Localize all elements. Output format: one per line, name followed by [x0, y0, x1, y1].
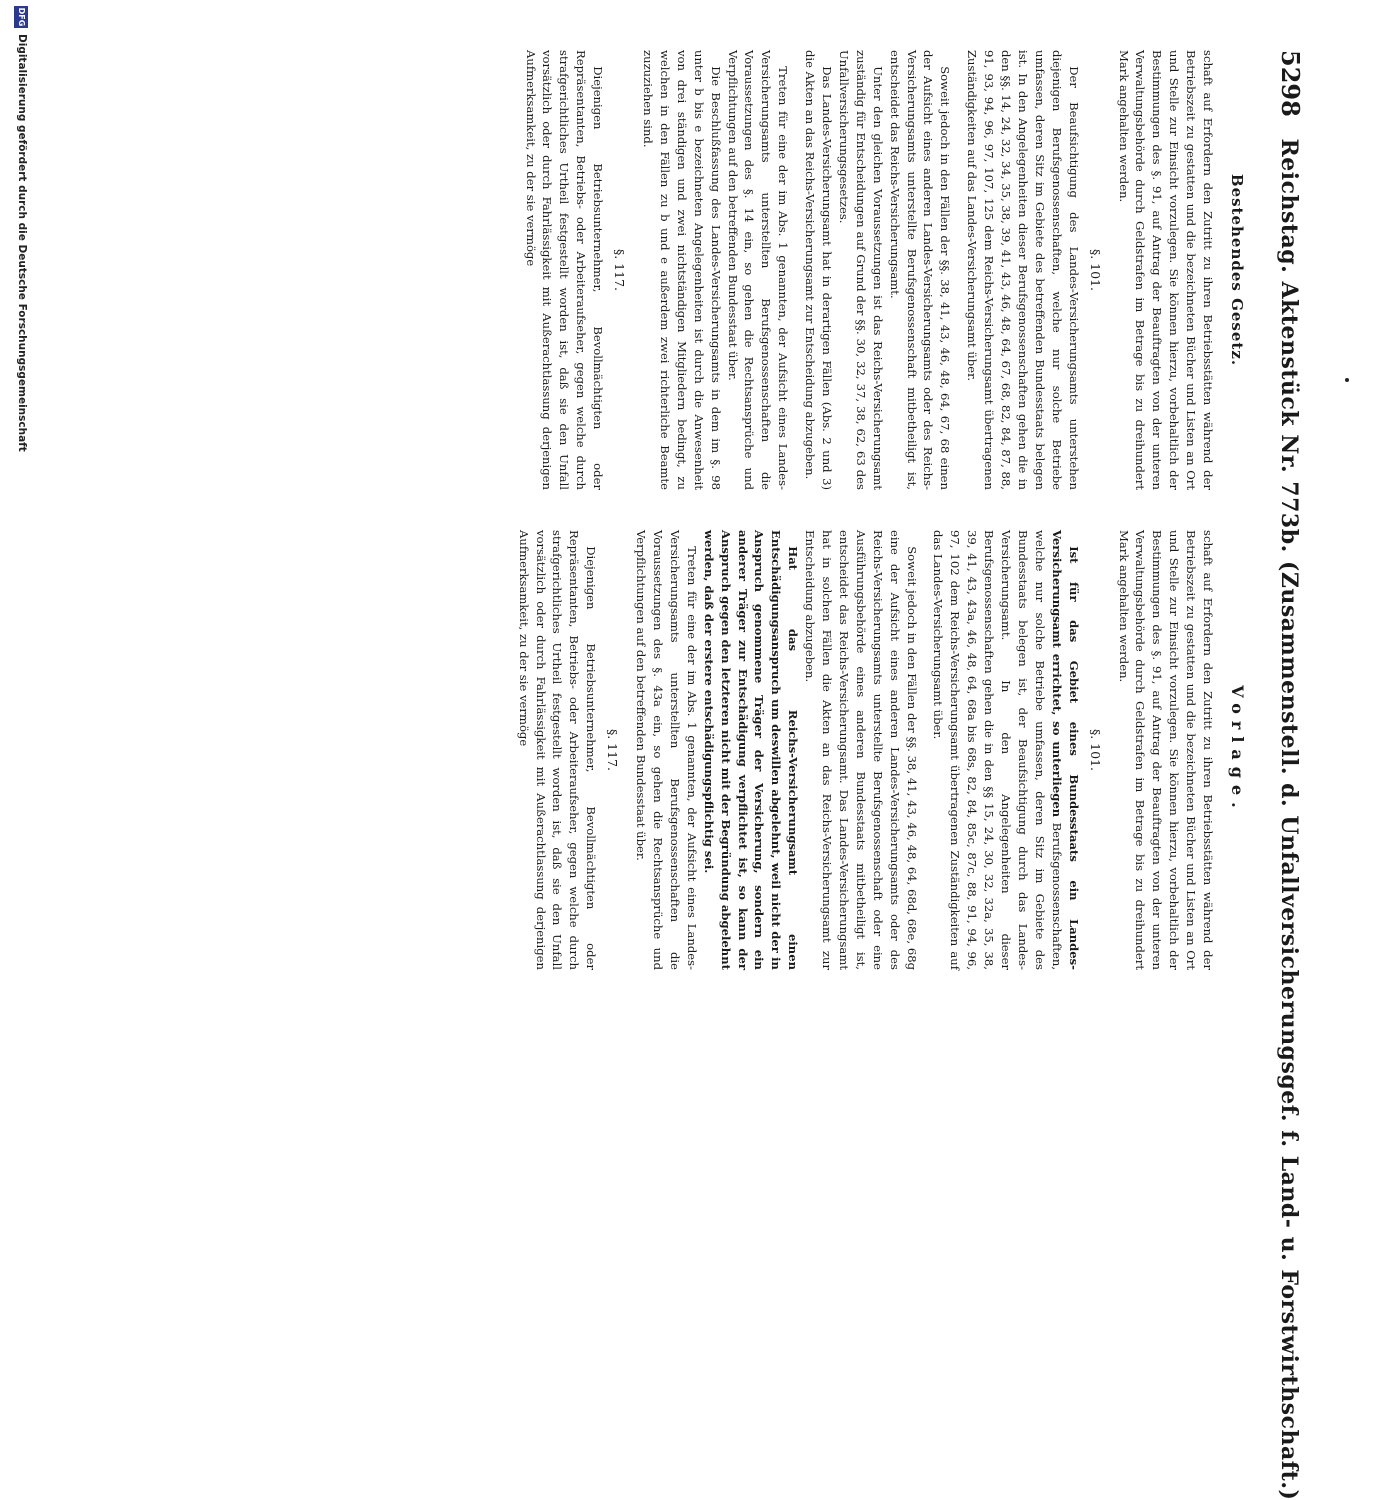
right-s101-paragraph-4: Treten für eine der im Abs. 1 genannten, der Aufsicht eines Landes-Versicherungsamts unterstellten Berufsgenossenschaften die Voraussetzungen des §. 43a ein, so gehen die Rechtsansprüche und Verpflichtungen auf den betreffenden Bundesstaat über.: [634, 530, 699, 970]
ink-dot: [1345, 378, 1349, 382]
right-s101-paragraph-3: Hat das Reichs-Versicherungsamt einen Entschädigungsanspruch um deswillen abgelehnt, weil nicht der in Anspruch genommene Träger der Versicherung, sondern ein anderer Träger zur Entschädigung verpflichtet ist, so kann der Anspruch gegen den letzteren nicht mit der Begründung abgelehnt werden, daß der erstere entschädigungspflichtig sei.: [701, 530, 801, 970]
left-s101-paragraph-5: Treten für eine der im Abs. 1 genannten, der Aufsicht eines Landes-Versicherungsamts unterstellten Berufsgenossenschaften die Voraussetzungen des §. 14 ein, so gehen die Rechtsansprüche und Verpflichtungen auf den betreffenden Bundesstaat über.: [725, 50, 791, 490]
left-s101-paragraph-2: Soweit jedoch in den Fällen der §§. 38, 41, 43, 46, 48, 64, 67, 68 einen der Aufsicht eines anderen Landes-Versicherungsamts oder des Reichs-Versicherungsamts unterstellte Berufsgenossenschaft mitbetheiligt ist, entscheidet das Reichs-Versicherungsamt.: [887, 50, 953, 490]
left-intro-paragraph: schaft auf Erfordern den Zutritt zu ihren Betriebsstätten während der Betriebszeit zu gestatten und die bezeichneten Bücher und Listen an Ort und Stelle zur Einsicht vorzulegen. Sie können hierzu, vorbehaltlich der Bestimmungen des §. 91, auf Antrag der Beauftragten von der unteren Verwaltungsbehörde durch Geldstrafen im Betrage bis zu dreihundert Mark angehalten werden.: [1116, 50, 1216, 490]
left-section-101-heading: §. 101.: [1087, 248, 1103, 292]
right-column-proposal: [515, 530, 1245, 970]
left-section-117-heading: §. 117.: [612, 248, 628, 292]
page-title: Reichstag. Aktenstück Nr. 773b. (Zusammenstell. d. Unfallversicherungsgef. f. Land- u. Forstwirthschaft.): [1276, 138, 1302, 1500]
right-s117-paragraph-1: Diejenigen Betriebsunternehmer, Bevollmächtigten oder Repräsentanten, Betriebs- oder Arbeiteraufseher, gegen welche durch strafgerichtliches Urtheil festgestellt worden ist, daß sie den Unfall vorsätzlich oder durch Fahrlässigkeit mit Außerachtlassung derjenigen Aufmerksamkeit, zu der sie vermöge: [516, 530, 599, 970]
page-header: [1269, 50, 1305, 1500]
right-s101-paragraph-2: Soweit jedoch in den Fällen der §§. 38, 41, 43, 46, 48, 64, 68d, 68e, 68g eine der Aufsicht eines anderen Landes-Versicherungsamts oder des Reichs-Versicherungsamts unterstellte Berufsgenossenschaft oder eine Ausführungsbehörde eines anderen Bundesstaats mitbetheiligt ist, entscheidet das Reichs-Versicherungsamt. Das Landes-Versicherungsamt hat in solchen Fällen die Akten an das Reichs-Versicherungsamt zur Entscheidung abzugeben.: [803, 530, 919, 970]
digitization-footer: [0, 0, 30, 1000]
right-intro-paragraph: schaft auf Erfordern den Zutritt zu ihren Betriebsstätten während der Betriebszeit zu gestatten und die bezeichneten Bücher und Listen an Ort und Stelle zur Einsicht vorzulegen. Sie können hierzu, vorbehaltlich der Bestimmungen des §. 91, auf Antrag der Beauftragten von der unteren Verwaltungsbehörde durch Geldstrafen im Betrage bis zu dreihundert Mark angehalten werden.: [1116, 530, 1216, 970]
left-s117-paragraph-1: Diejenigen Betriebsunternehmer, Bevollmächtigten oder Repräsentanten, Betriebs- oder Arbeiteraufseher, gegen welche durch strafgerichtliches Urtheil festgestellt worden ist, daß sie den Unfall vorsätzlich oder durch Fahrlässigkeit mit Außerachtlassung derjenigen Aufmerksamkeit, zu der sie vermöge: [523, 50, 606, 490]
left-s101-paragraph-4: Das Landes-Versicherungsamt hat in derartigen Fällen (Abs. 2 und 3) die Akten an das Reichs-Versicherungsamt zur Entscheidung abzugeben.: [803, 50, 835, 490]
left-s101-paragraph-6: Die Beschlußfassung des Landes-Versicherungsamts in dem im §. 98 unter b bis e bezeichneten Angelegenheiten ist durch die Anwesenheit von drei ständigen und zwei nichtständigen Mitgliedern bedingt, zu welchen in den Fällen zu b und e außerdem zwei richterliche Beamte zuzuziehen sind.: [641, 50, 723, 490]
dfg-logo: DFG: [14, 6, 28, 28]
right-s101-paragraph-1: Berufsgenossenschaften, welche nur solche Betriebe umfassen, deren Sitz im Gebiete des Bundesstaats belegen ist, der Beaufsichtigung durch das Landes-Versicherungsamt. In den Angelegenheiten dieser Berufsgenossenschaften gehen die in den §§ 15, 24, 30, 32, 32a, 35, 38, 39, 41, 43, 43a, 46, 48, 64, 68a bis 68s, 82, 84, 85c, 87c, 88, 91, 94, 96, 97, 102 dem Reichs-Versicherungsamt übertragenen Zuständigkeiten auf das Landes-Versicherungsamt über.: [931, 530, 1064, 970]
right-column-heading: Vorlage.: [1228, 685, 1247, 815]
left-s101-paragraph-3: Unter den gleichen Voraussetzungen ist das Reichs-Versicherungsamt zuständig für Entscheidungen auf Grund der §§. 30, 32, 37, 38, 62, 63 des Unfallversicherungsgesetzes.: [836, 50, 885, 490]
right-s101-bold-lead: Ist für das Gebiet eines Bundesstaats ein Landes-Versicherungsamt errichtet, so unterliegen: [1049, 530, 1081, 970]
left-s101-paragraph-1: Der Beaufsichtigung des Landes-Versicherungsamts unterstehen diejenigen Berufsgenossenschaften, welche nur solche Betriebe umfassen, deren Sitz im Gebiete des betreffenden Bundesstaats belegen ist. In den Angelegenheiten dieser Berufsgenossenschaften gehen die in den §§. 14, 24, 32, 34, 35, 38, 39, 41, 43, 46, 48, 64, 67, 68, 82, 84, 87, 88, 91, 93, 94, 96, 97, 107, 125 dem Reichs-Versicherungsamt übertragenen Zuständigkeiten auf das Landes-Versicherungsamt über.: [965, 50, 1081, 490]
left-column-heading: Bestehendes Gesetz.: [1228, 173, 1246, 367]
left-column-existing-law: [522, 50, 1245, 490]
footer-credit-text: Digitalisierung gefördert durch die Deutsche Forschungsgemeinschaft: [16, 34, 28, 452]
page-number: 5298: [1276, 50, 1305, 117]
right-section-101-heading: §. 101.: [1087, 728, 1103, 772]
right-section-117-heading: §. 117.: [605, 728, 621, 772]
